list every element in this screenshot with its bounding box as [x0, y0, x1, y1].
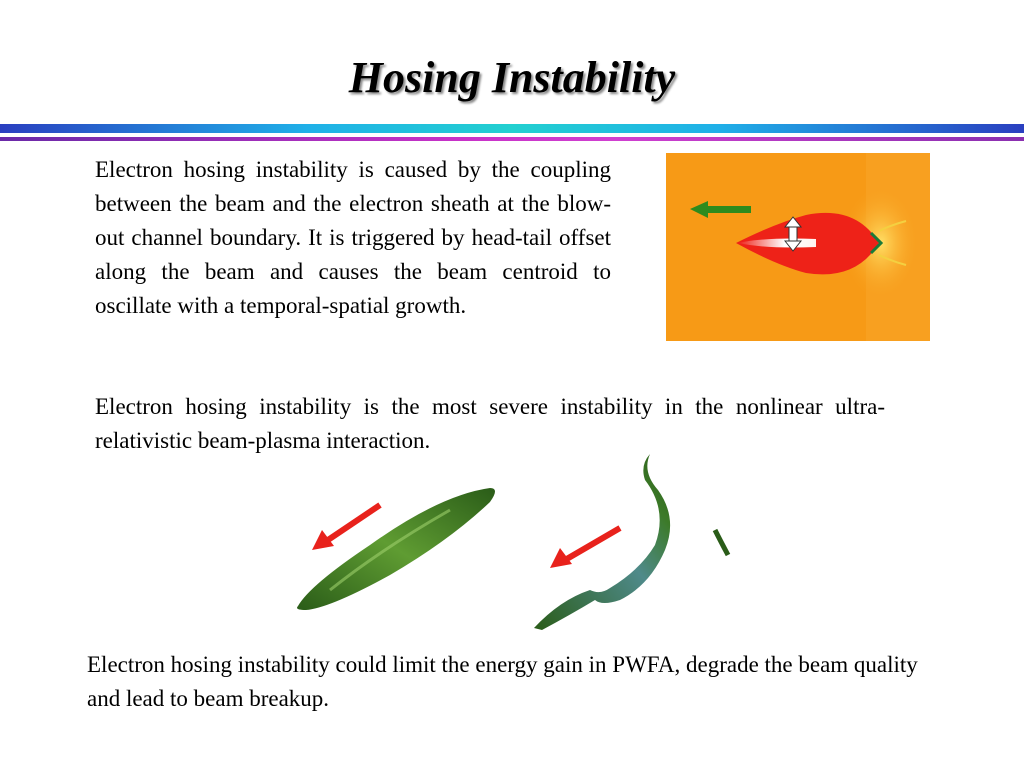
- simulation-image: [666, 153, 930, 341]
- red-arrow-right: [550, 528, 620, 568]
- title-divider-upper: [0, 124, 1024, 133]
- paragraph-hosing-consequence: Electron hosing instability could limit the energy gain in PWFA, degrade the beam quality and lead to beam breakup.: [87, 652, 918, 711]
- hosing-beam: [534, 454, 670, 630]
- beam-illustrations: [290, 450, 740, 635]
- red-arrow-left: [312, 505, 380, 550]
- title-divider-lower: [0, 137, 1024, 141]
- paragraph-hosing-severity: Electron hosing instability is the most severe instability in the nonlinear ultra-relativistic beam-plasma interaction.: [95, 394, 885, 453]
- slide-title: Hosing Instability: [348, 53, 676, 102]
- straight-beam: [297, 488, 495, 610]
- paragraph-hosing-cause: Electron hosing instability is caused by the coupling between the beam and the electron sheath at the blow-out channel boundary. It is triggered by head-tail offset along the beam and causes the beam centroid to oscillate with a temporal-spatial growth.: [95, 157, 611, 318]
